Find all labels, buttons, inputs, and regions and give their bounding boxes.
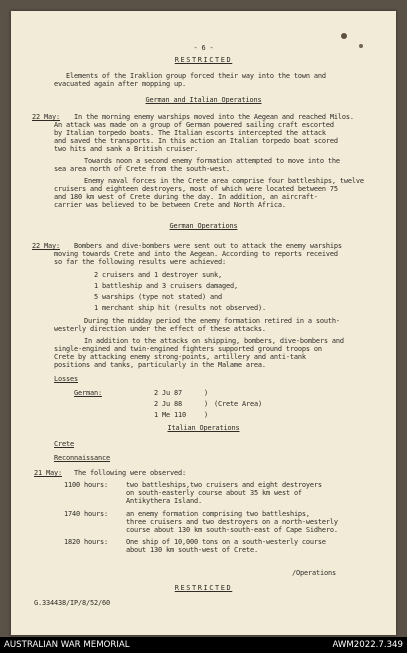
paragraph-line: In addition to the attacks on shipping, bombers, dive-bombers and xyxy=(84,337,344,345)
continuation-word: /Operations xyxy=(292,569,336,577)
paragraph-line: The following were observed: xyxy=(74,469,186,477)
observation-time: 1100 hours: xyxy=(64,481,108,489)
bracket-glyph: ) xyxy=(204,400,208,408)
paragraph-line: by Italian torpedo boats. The Italian escorts intercepted the attack xyxy=(54,129,326,137)
footer-institution: AUSTRALIAN WAR MEMORIAL xyxy=(4,640,130,650)
paragraph-line: Bombers and dive-bombers were sent out to attack the enemy warships xyxy=(74,242,342,250)
paragraph-line: Towards noon a second enemy formation attempted to move into the xyxy=(84,157,340,165)
paragraph-line: westerly direction under the effect of these attacks. xyxy=(54,325,266,333)
bracket-glyph: ) xyxy=(204,389,208,397)
paragraph-line: In the morning enemy warships moved into the Aegean and reached Milos. xyxy=(74,113,354,121)
section-heading: German Operations xyxy=(169,222,238,230)
loss-item: 1 Me 110 xyxy=(154,411,186,419)
paragraph-line: so far the following results were achieved: xyxy=(54,258,226,266)
classification-top: RESTRICTED xyxy=(174,56,233,64)
observation-line: course about 130 km south-south-east of Cape Sidhero. xyxy=(126,526,338,534)
document-reference: G.334438/IP/8/52/60 xyxy=(34,599,110,607)
footer-accession: AWM2022.7.349 xyxy=(332,640,403,650)
paragraph-line: Crete by attacking enemy strong-points, artillery and anti-tank xyxy=(54,353,306,361)
observation-line: Antikythera Island. xyxy=(126,497,202,505)
observation-line: One ship of 10,000 tons on a south-westerly course xyxy=(126,538,326,546)
paragraph-line: cruisers and eighteen destroyers, most of which were located between 75 xyxy=(54,185,338,193)
paragraph-line: An attack was made on a group of German powered sailing craft escorted xyxy=(54,121,334,129)
bracket-glyph: ) xyxy=(204,411,208,419)
result-item: 5 warships (type not stated) and xyxy=(94,293,222,301)
ink-stain xyxy=(341,33,347,39)
loss-item: 2 Ju 88 xyxy=(154,400,182,408)
page-number: - 6 - xyxy=(193,44,214,52)
section-heading: German and Italian Operations xyxy=(145,96,262,104)
intro-line: Elements of the Iraklion group forced their way into the town and xyxy=(66,72,326,80)
observation-line: three cruisers and two destroyers on a north-westerly xyxy=(126,518,338,526)
paragraph-line: Enemy naval forces in the Crete area comprise four battleships, twelve xyxy=(84,177,364,185)
paragraph-line: moving towards Crete and into the Aegean. According to reports received xyxy=(54,250,338,258)
paragraph-line: sea area north of Crete from the south-west. xyxy=(54,165,230,173)
subheading: Reconnaissance xyxy=(54,454,110,462)
date-label: 21 May: xyxy=(34,469,62,477)
date-label: 22 May: xyxy=(32,113,60,121)
document-page xyxy=(11,11,396,635)
observation-line: on south-easterly course about 35 km west of xyxy=(126,489,302,497)
archive-footer xyxy=(0,637,407,653)
paragraph-line: single-engined and twin-engined fighters supported ground troops on xyxy=(54,345,322,353)
subheading: Crete xyxy=(54,440,74,448)
section-heading: Italian Operations xyxy=(167,424,240,432)
observation-time: 1820 hours: xyxy=(64,538,108,546)
observation-line: two battleships,two cruisers and eight destroyers xyxy=(126,481,322,489)
observation-line: about 130 km south-west of Crete. xyxy=(126,546,258,554)
paragraph-line: and saved the transports. In this action an Italian torpedo boat scored xyxy=(54,137,338,145)
result-item: 1 battleship and 3 cruisers damaged, xyxy=(94,282,238,290)
paragraph-line: carrier was believed to be between Crete and North Africa. xyxy=(54,201,286,209)
paragraph-line: positions and tanks, particularly in the Malame area. xyxy=(54,361,266,369)
date-label: 22 May: xyxy=(32,242,60,250)
result-item: 2 cruisers and 1 destroyer sunk, xyxy=(94,271,222,279)
loss-item: 2 Ju 87 xyxy=(154,389,182,397)
losses-area: (Crete Area) xyxy=(214,400,262,408)
intro-line: evacuated again after mopping up. xyxy=(54,80,186,88)
losses-label: German: xyxy=(74,389,102,397)
paragraph-line: two hits and sank a British cruiser. xyxy=(54,145,198,153)
paragraph-line: During the midday period the enemy formation retired in a south- xyxy=(84,317,340,325)
paragraph-line: and 180 km west of Crete during the day. In addition, an aircraft- xyxy=(54,193,318,201)
observation-line: an enemy formation comprising two battleships, xyxy=(126,510,310,518)
classification-bottom: RESTRICTED xyxy=(174,584,233,592)
losses-heading: Losses xyxy=(54,375,78,383)
observation-time: 1740 hours: xyxy=(64,510,108,518)
result-item: 1 merchant ship hit (results not observed). xyxy=(94,304,266,312)
